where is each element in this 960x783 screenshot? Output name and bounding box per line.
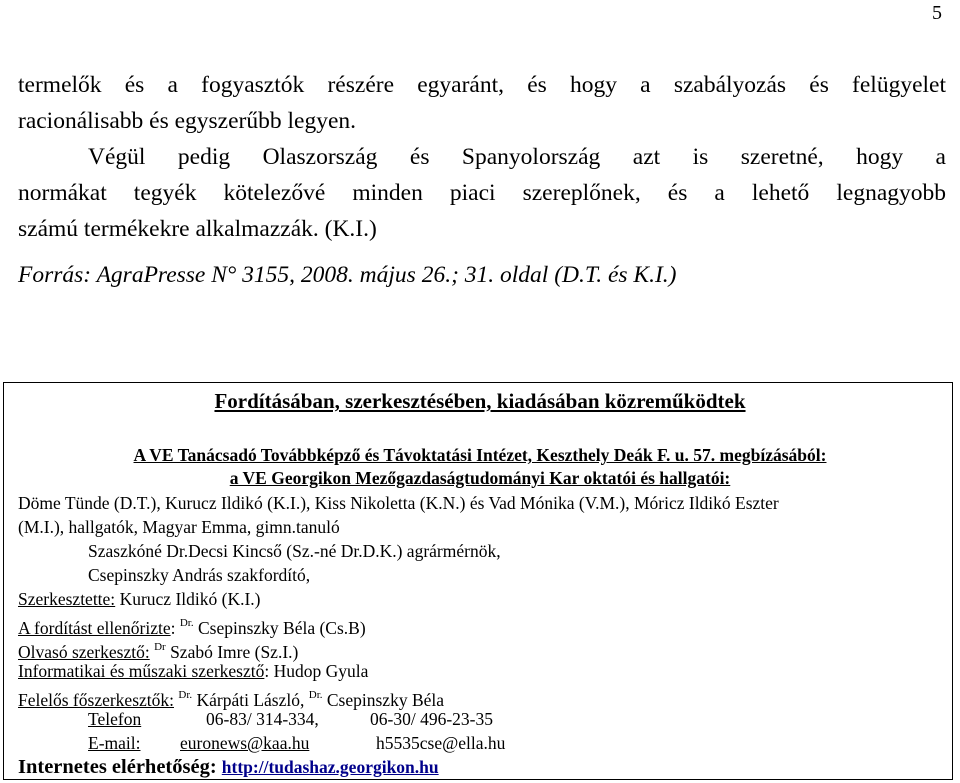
checker-label: A fordítást ellenőrizte: [18, 618, 171, 638]
proofreader-value: Szabó Imre (Sz.I.): [165, 642, 299, 662]
chief-name-1: Kárpáti László,: [192, 690, 309, 710]
it-editor-value: : Hudop Gyula: [264, 661, 369, 681]
chief-name-2: Csepinszky Béla: [322, 690, 445, 710]
page-number: 5: [932, 2, 942, 24]
it-editor-label: Informatikai és műszaki szerkesztő: [18, 661, 265, 681]
proofreader-title: Dr: [154, 641, 166, 653]
source-citation: Forrás: AgraPresse N° 3155, 2008. május 26.; 31. oldal (D.T. és K.I.): [18, 262, 677, 288]
chief-title-2: Dr.: [308, 689, 323, 701]
chief-editors-label: Felelős főszerkesztők:: [18, 690, 174, 710]
editor-line: [18, 588, 261, 610]
proofreader-line: [18, 636, 298, 663]
body-paragraph: [18, 67, 946, 247]
people-line: Döme Tünde (D.T.), Kurucz Ildikó (K.I.), Kiss Nikoletta (K.N.) és Vad Mónika (V.M.), Móricz Ildikó Eszter: [18, 493, 779, 513]
phone-number-1: 06-83/ 314-334,: [206, 709, 319, 729]
paragraph-line: racionálisabb és egyszerűbb legyen.: [18, 108, 357, 134]
people-line: Csepinszky András szakfordító,: [88, 565, 311, 585]
paragraph-line: termelők és a fogyasztók részére egyaránt, és hogy a szabályozás és felügyelet: [18, 72, 946, 98]
phone-label: Telefon: [88, 709, 142, 729]
editor-value: Kurucz Ildikó (K.I.): [115, 589, 261, 609]
chief-title-1: Dr.: [178, 689, 193, 701]
website-link[interactable]: http://tudashaz.georgikon.hu: [221, 757, 439, 777]
internet-line: [18, 756, 439, 778]
people-line: (M.I.), hallgatók, Magyar Emma, gimn.tanuló: [18, 517, 340, 537]
paragraph-line: számú termékekre alkalmazzák. (K.I.): [18, 216, 377, 242]
internet-label: Internetes elérhetőség:: [18, 756, 217, 778]
editor-label: Szerkesztette:: [18, 589, 116, 609]
email-label: E-mail:: [88, 733, 141, 753]
checker-title: Dr.: [179, 617, 194, 629]
faculty-line: a VE Georgikon Mezőgazdaságtudományi Kar oktatói és hallgatói:: [229, 468, 731, 488]
email-address-2[interactable]: h5535cse@ella.hu: [376, 733, 506, 753]
phone-line: [88, 708, 493, 730]
credits-title: Fordításában, szerkesztésében, kiadásában közreműködtek: [214, 389, 746, 413]
it-editor-line: [18, 660, 368, 682]
proofreader-label: Olvasó szerkesztő:: [18, 642, 150, 662]
checker-value: Csepinszky Béla (Cs.B): [193, 618, 366, 638]
phone-number-2: 06-30/ 496-23-35: [370, 709, 493, 729]
institute-line: A VE Tanácsadó Továbbképző és Távoktatási Intézet, Keszthely Deák F. u. 57. megbízásából:: [133, 445, 827, 465]
paragraph-line: Végül pedig Olaszország és Spanyolország azt is szeretné, hogy a: [88, 144, 946, 170]
email-line: [88, 732, 505, 754]
chief-editors-line: [18, 684, 444, 711]
email-address-1[interactable]: euronews@kaa.hu: [180, 733, 310, 753]
people-line: Szaszkóné Dr.Decsi Kincső (Sz.-né Dr.D.K.) agrármérnök,: [88, 541, 501, 561]
checker-line: [18, 612, 366, 639]
checker-colon: :: [170, 618, 180, 638]
paragraph-line: normákat tegyék kötelezővé minden piaci szereplőnek, és a lehető legnagyobb: [18, 180, 946, 206]
